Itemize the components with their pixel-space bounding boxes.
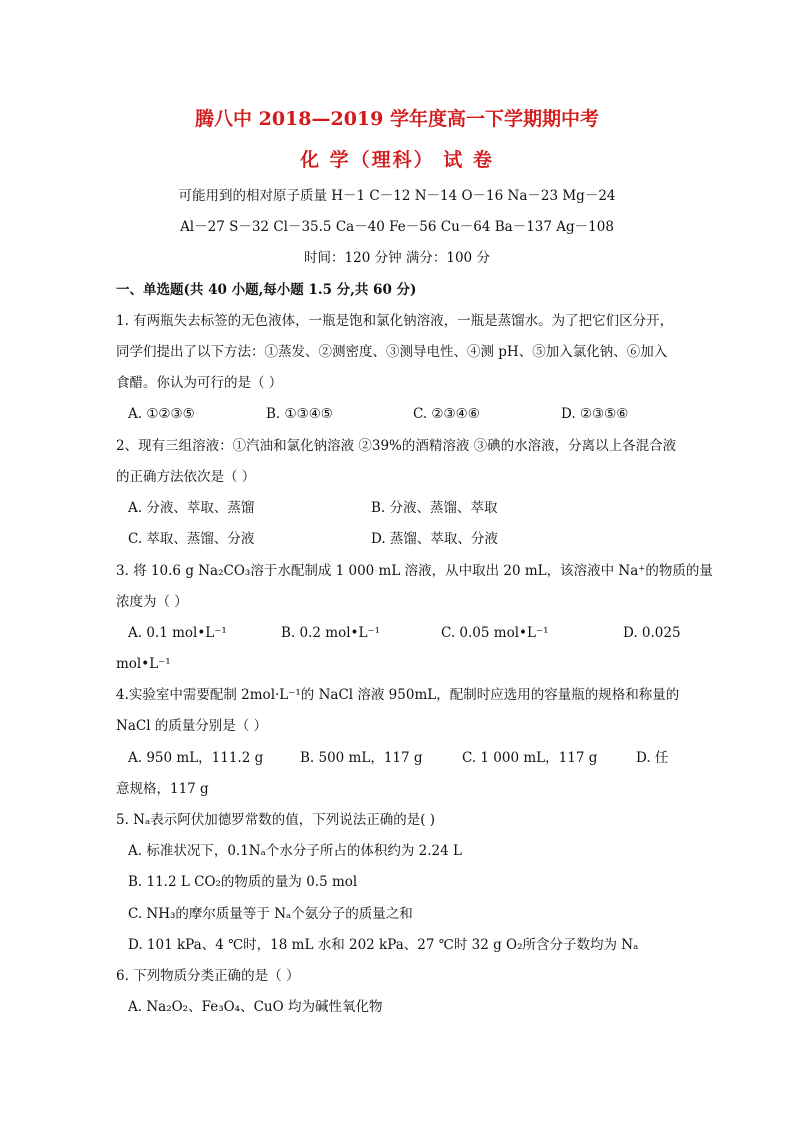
- exam-title: 腾八中 2018—2019 学年度高一下学期期中考: [195, 108, 599, 130]
- question-1-option-d: D. ②③⑤⑥: [561, 406, 629, 422]
- time-score-line: 时间：120 分钟 满分：100 分: [304, 250, 490, 266]
- question-2-option-b: B. 分液、蒸馏、萃取: [371, 500, 498, 516]
- question-4-option-d: D. 任: [636, 750, 669, 766]
- question-2-line-1: 2、现有三组溶液：①汽油和氯化钠溶液 ②39%的酒精溶液 ③碘的水溶液，分离以上各混合液: [116, 438, 677, 454]
- question-2-option-a: A. 分液、萃取、蒸馏: [128, 500, 255, 516]
- question-6-option-a: A. Na₂O₂、Fe₃O₄、CuO 均为碱性氧化物: [128, 999, 383, 1015]
- question-1-line-2: 同学们提出了以下方法：①蒸发、②测密度、③测导电性、④测 pH、⑤加入氯化钠、⑥加入: [116, 344, 668, 360]
- question-3-line-1: 3. 将 10.6 g Na₂CO₃溶于水配制成 1 000 mL 溶液，从中取出 20 mL，该溶液中 Na⁺的物质的量: [116, 563, 713, 579]
- question-4-option-c: C. 1 000 mL，117 g: [462, 750, 598, 766]
- question-5-option-d: D. 101 kPa、4 ℃时，18 mL 水和 202 kPa、27 ℃时 32 g O₂所含分子数均为 Nₐ: [128, 937, 639, 953]
- exam-subtitle: 化 学（理科） 试 卷: [300, 149, 494, 171]
- question-4-option-a: A. 950 mL，111.2 g: [128, 750, 264, 766]
- question-3-option-a: A. 0.1 mol•L⁻¹: [128, 625, 227, 641]
- atomic-mass-line-2: Al－27 S－32 Cl－35.5 Ca－40 Fe－56 Cu－64 Ba－137 Ag－108: [180, 219, 614, 235]
- question-1-line-1: 1. 有两瓶失去标签的无色液体，一瓶是饱和氯化钠溶液，一瓶是蒸馏水。为了把它们区分开，: [116, 313, 674, 329]
- question-5-option-a: A. 标准状况下，0.1Nₐ个水分子所占的体积约为 2.24 L: [128, 843, 462, 859]
- question-3-line-2: 浓度为（ ）: [116, 594, 188, 610]
- question-4-line-1: 4.实验室中需要配制 2mol·L⁻¹的 NaCl 溶液 950mL，配制时应选用的容量瓶的规格和称量的: [116, 687, 680, 703]
- question-5-option-c: C. NH₃的摩尔质量等于 Nₐ个氨分子的质量之和: [128, 906, 413, 922]
- question-1-option-b: B. ①③④⑤: [266, 406, 333, 422]
- section-heading: 一、单选题(共 40 小题,每小题 1.5 分,共 60 分): [116, 282, 417, 298]
- question-1-line-3: 食醋。你认为可行的是（ ）: [116, 375, 283, 391]
- question-3-option-d-continued: mol•L⁻¹: [116, 656, 171, 672]
- question-4-line-2: NaCl 的质量分别是（ ）: [116, 718, 268, 734]
- question-1-option-a: A. ①②③⑤: [128, 406, 195, 422]
- question-2-option-c: C. 萃取、蒸馏、分液: [128, 531, 255, 547]
- atomic-mass-line-1: 可能用到的相对原子质量 H－1 C－12 N－14 O－16 Na－23 Mg－24: [178, 188, 616, 204]
- question-6-line-1: 6. 下列物质分类正确的是（ ）: [116, 968, 300, 984]
- question-3-option-b: B. 0.2 mol•L⁻¹: [281, 625, 380, 641]
- question-3-option-c: C. 0.05 mol•L⁻¹: [441, 625, 549, 641]
- question-2-line-2: 的正确方法依次是（ ）: [116, 469, 256, 485]
- question-4-option-b: B. 500 mL，117 g: [300, 750, 423, 766]
- question-3-option-d: D. 0.025: [623, 625, 681, 641]
- question-1-option-c: C. ②③④⑥: [413, 406, 480, 422]
- question-4-option-d-continued: 意规格，117 g: [116, 781, 209, 797]
- question-5-option-b: B. 11.2 L CO₂的物质的量为 0.5 mol: [128, 874, 358, 890]
- question-5-line-1: 5. Nₐ表示阿伏加德罗常数的值，下列说法正确的是( ): [116, 812, 436, 828]
- question-2-option-d: D. 蒸馏、萃取、分液: [371, 531, 498, 547]
